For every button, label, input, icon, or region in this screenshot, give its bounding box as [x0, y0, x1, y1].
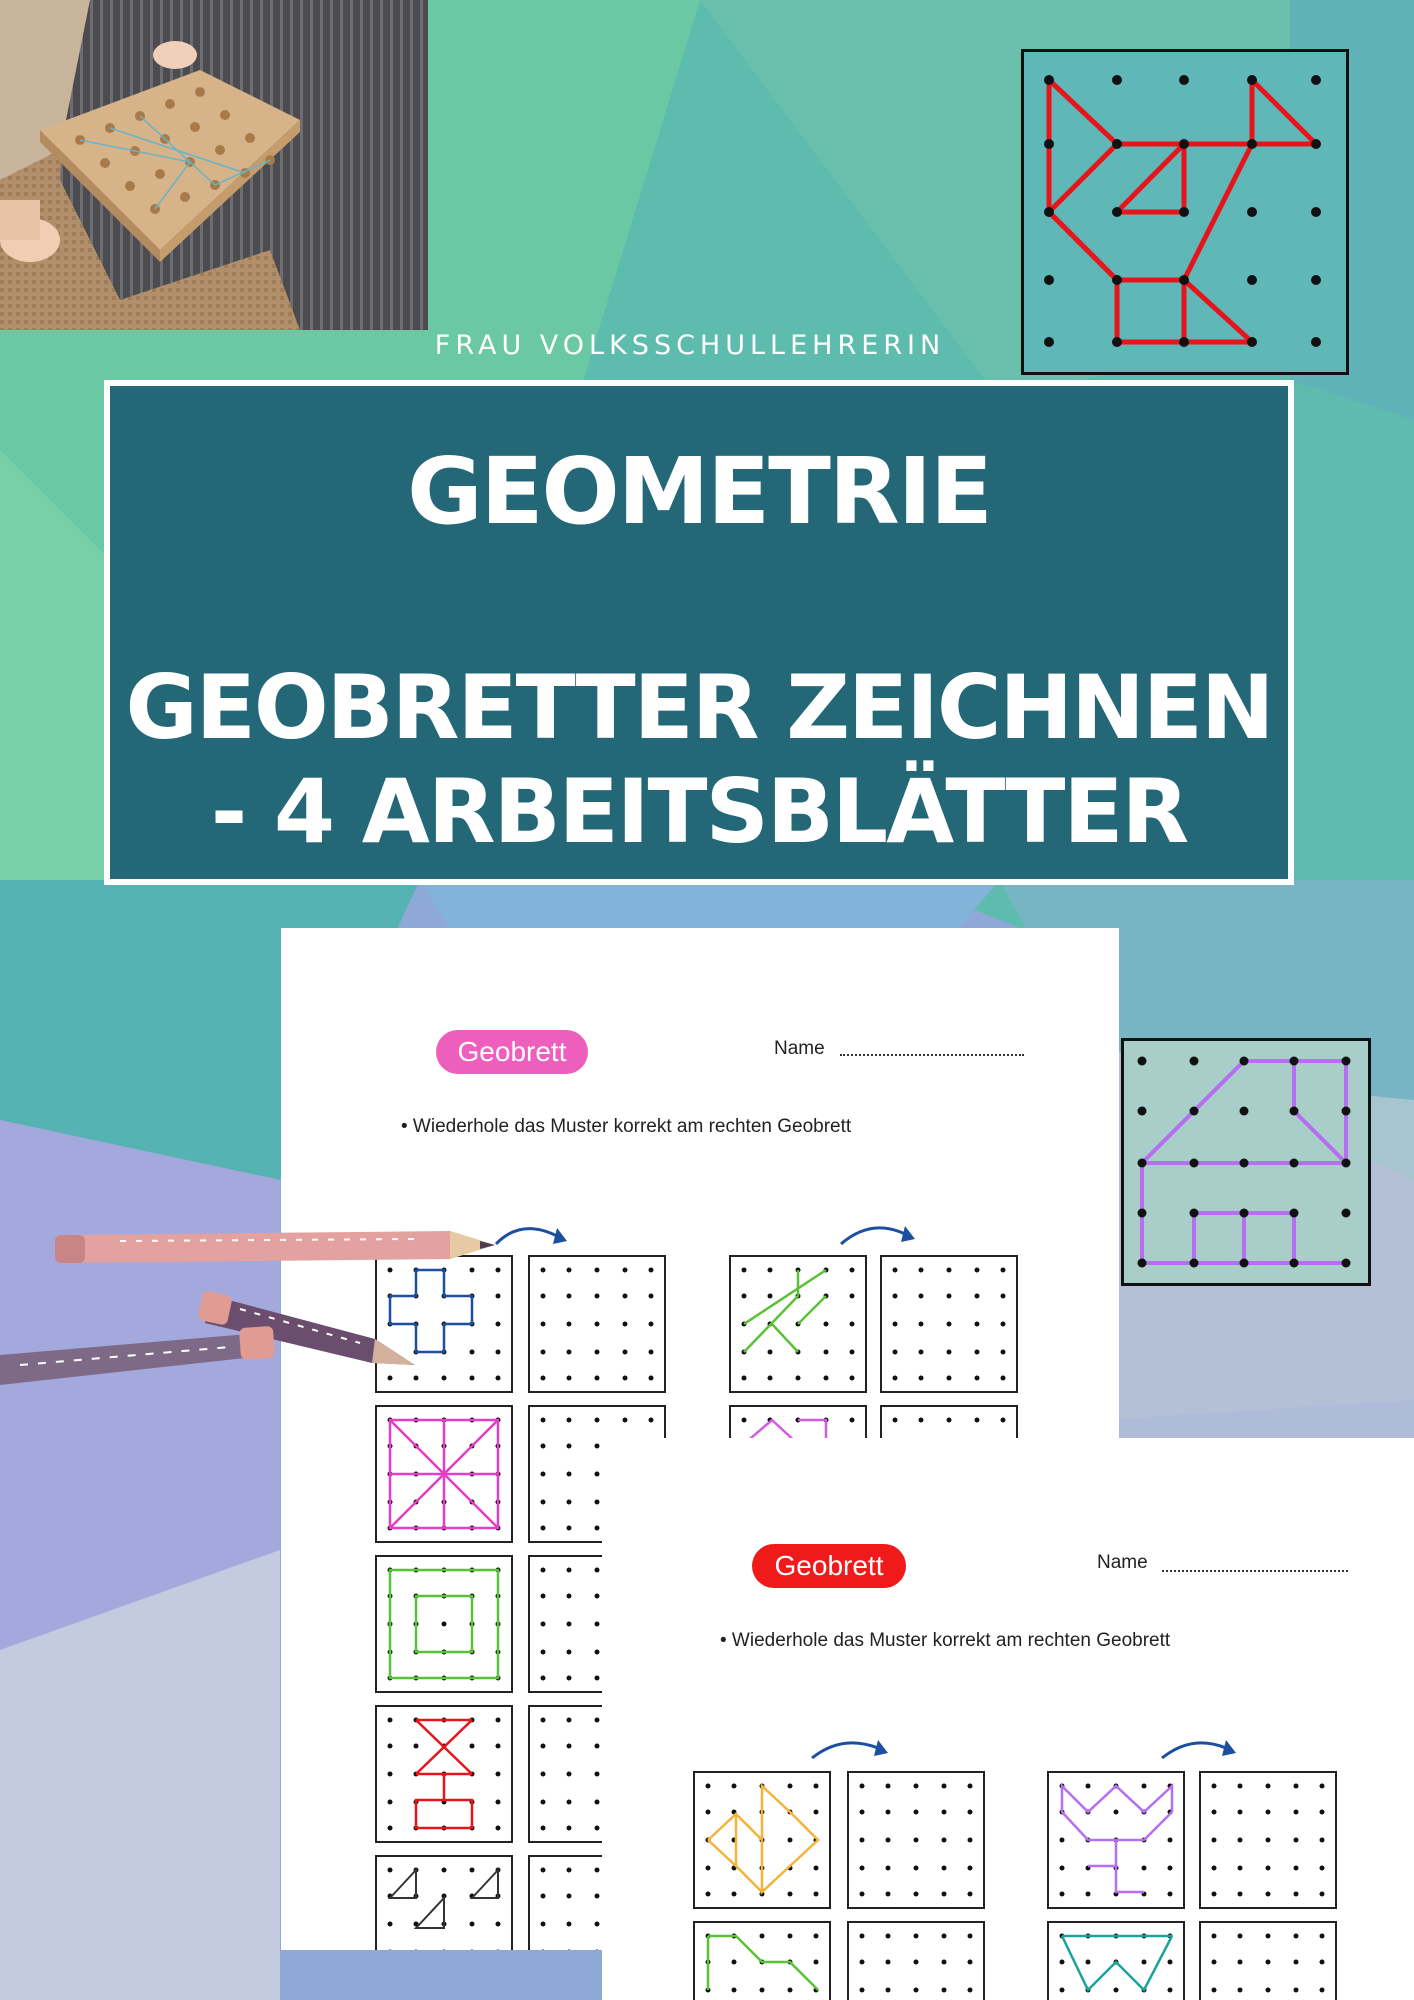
geoboard-example-red	[1021, 49, 1349, 375]
pencil-icon	[0, 1215, 500, 1395]
instruction-text-2: • Wiederhole das Muster korrekt am rechten Geobrett	[720, 1630, 1171, 1651]
worksheet-2	[602, 1438, 1414, 2000]
title-line-2: GEOBRETTER ZEICHNEN	[125, 656, 1273, 759]
geoboard-purple-drawing	[1124, 1041, 1368, 1283]
instruction-text: • Wiederhole das Muster korrekt am rechten Geobrett	[401, 1116, 852, 1137]
name-label: Name	[774, 1038, 825, 1059]
geoboard-photo	[0, 0, 428, 330]
title-line-3: - 4 ARBEITSBLÄTTER	[210, 760, 1188, 863]
worksheet-2-grids	[602, 1438, 1414, 2000]
brand-name: FRAU VOLKSSCHULLEHRERIN	[434, 330, 946, 361]
geobrett-badge-2: Geobrett	[752, 1544, 906, 1588]
title-box	[104, 380, 1294, 885]
geobrett-badge: Geobrett	[436, 1030, 588, 1074]
title-lines-2-3	[110, 656, 1288, 864]
geoboard-red-drawing	[1024, 52, 1346, 372]
name-label-2: Name	[1097, 1552, 1148, 1573]
geoboard-example-purple	[1121, 1038, 1371, 1286]
title-line-1: GEOMETRIE	[407, 438, 991, 545]
